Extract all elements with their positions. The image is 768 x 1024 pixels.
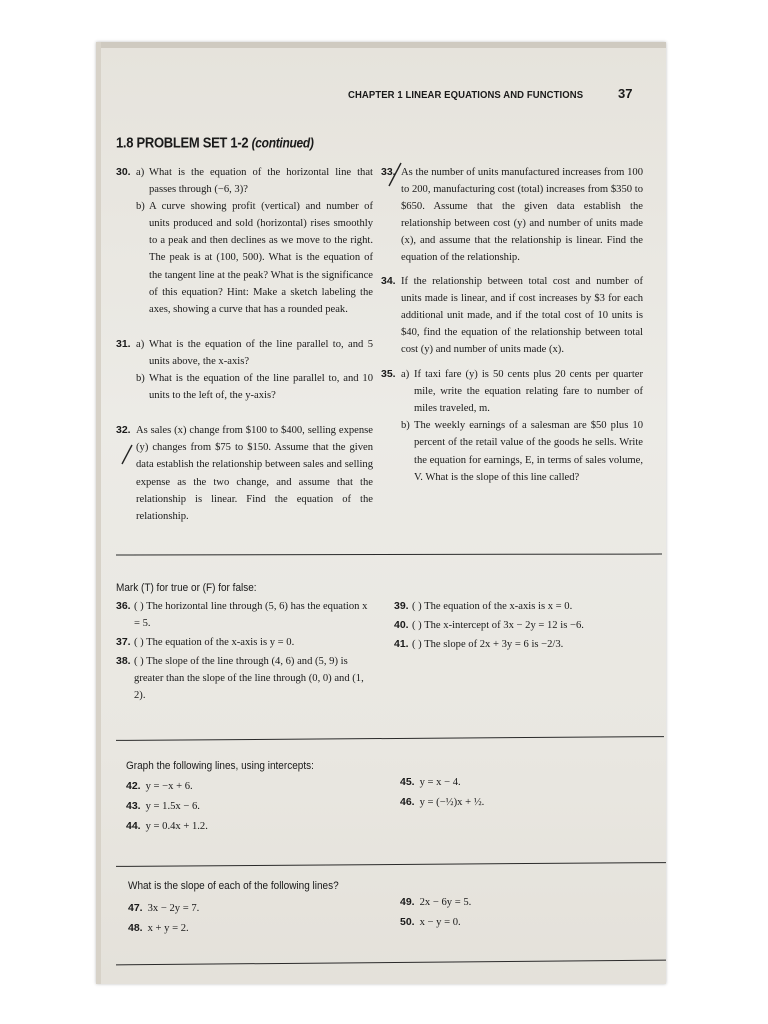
true-false-title: Mark (T) for true or (F) for false:	[116, 582, 257, 595]
problem-part	[136, 370, 373, 404]
tf-item-37	[116, 634, 372, 651]
section-divider	[116, 736, 664, 741]
graph-item-44	[126, 818, 376, 835]
part-text: If taxi fare (y) is 50 cents plus 20 cents per quarter mile, write the equation relating fare to number of miles traveled, m.	[414, 369, 643, 415]
item-text: y = x − 4.	[419, 777, 461, 788]
slope-item-49	[400, 894, 640, 911]
slope-item-48	[128, 920, 378, 937]
graph-item-43	[126, 798, 376, 815]
tf-item-38	[116, 653, 372, 704]
graph-item-42	[126, 778, 376, 795]
section-continued: (continued)	[251, 135, 314, 151]
item-number: 48.	[128, 922, 143, 934]
item-text: y = 0.4x + 1.2.	[145, 821, 208, 832]
slope-right	[400, 894, 640, 931]
page-number: 37	[618, 86, 633, 101]
problem-part	[136, 198, 373, 318]
item-number: 43.	[126, 800, 141, 812]
tf-item-36	[116, 598, 372, 632]
left-column	[116, 164, 373, 537]
slope-item-47	[128, 900, 378, 917]
right-column	[381, 164, 643, 498]
item-number: 47.	[128, 902, 143, 914]
graph-left	[126, 778, 376, 835]
problem-part	[401, 366, 643, 417]
item-number: 50.	[400, 916, 415, 928]
tf-item-41	[394, 636, 644, 653]
item-text: ( ) The horizontal line through (5, 6) has the equation x = 5.	[134, 601, 368, 629]
item-text: ( ) The equation of the x-axis is y = 0.	[134, 637, 295, 648]
item-number: 39.	[394, 600, 409, 612]
problem-34	[381, 273, 643, 358]
graph-item-46	[400, 794, 640, 811]
item-number: 44.	[126, 820, 141, 832]
true-false-left	[116, 598, 372, 706]
textbook-page	[96, 42, 666, 984]
tf-item-40	[394, 617, 644, 634]
item-text: ( ) The x-intercept of 3x − 2y = 12 is −6.	[412, 620, 584, 631]
problem-text: As the number of units manufactured increases from 100 to 200, manufacturing cost (total) increases from $350 to $650. Assume that the given data establish the relationship between cost (y) and number of units made (x), and assume that the relationship is linear. Find the equation of the relationship.	[401, 167, 643, 264]
problem-number: 32.	[116, 424, 131, 437]
problem-part	[136, 164, 373, 198]
problem-32	[116, 422, 373, 525]
item-number: 37.	[116, 636, 131, 648]
section-divider	[116, 554, 662, 556]
problem-number: 35.	[381, 368, 396, 381]
problem-30	[116, 164, 373, 318]
tf-item-39	[394, 598, 644, 615]
item-number: 45.	[400, 776, 415, 788]
item-number: 36.	[116, 600, 131, 612]
section-divider	[116, 862, 666, 867]
running-head: CHAPTER 1 LINEAR EQUATIONS AND FUNCTIONS	[348, 89, 584, 102]
problem-number: 33.	[381, 166, 396, 178]
page-left-edge	[96, 42, 101, 984]
item-text: ( ) The slope of the line through (4, 6) and (5, 9) is greater than the slope of the line through (0, 0) and (1, 2).	[134, 656, 364, 701]
part-text: The weekly earnings of a salesman are $50 plus 10 percent of the retail value of the goods he sells. Write the equation for earnings, E, in terms of sales volume, V. What is the slope of this line called?	[414, 420, 643, 483]
item-text: x + y = 2.	[147, 923, 189, 934]
problem-part	[136, 336, 373, 370]
section-title-text: 1.8 PROBLEM SET 1-2	[116, 134, 252, 151]
true-false-right	[394, 598, 644, 655]
graph-item-45	[400, 774, 640, 791]
problem-number: 30.	[116, 166, 131, 178]
part-text: What is the equation of the horizontal line that passes through (−6, 3)?	[149, 167, 373, 196]
page-top-edge	[96, 42, 666, 48]
item-text: ( ) The slope of 2x + 3y = 6 is −2/3.	[412, 639, 564, 650]
item-number: 38.	[116, 655, 131, 667]
problem-part	[401, 417, 643, 485]
part-text: What is the equation of the line parallel to, and 10 units to the left of, the y-axis?	[149, 373, 373, 402]
slope-item-50	[400, 914, 640, 931]
pen-mark-icon	[118, 444, 136, 466]
item-number: 41.	[394, 638, 409, 650]
item-text: 3x − 2y = 7.	[147, 903, 200, 914]
problem-35	[381, 366, 643, 486]
item-text: x − y = 0.	[419, 917, 461, 928]
item-text: ( ) The equation of the x-axis is x = 0.	[412, 601, 573, 612]
item-number: 49.	[400, 896, 415, 908]
item-text: y = (−½)x + ½.	[419, 797, 485, 808]
item-text: y = −x + 6.	[145, 781, 193, 792]
part-label: a)	[401, 369, 410, 381]
problem-text: If the relationship between total cost and number of units made is linear, and if cost increases by $3 for each additional unit made, and if the total cost of 10 units is $40, find the equation of the relationship between total cost (y) and number of units made (x).	[401, 275, 643, 355]
item-text: 2x − 6y = 5.	[419, 897, 472, 908]
graph-title: Graph the following lines, using intercepts:	[126, 760, 314, 773]
graph-right	[400, 774, 640, 811]
item-number: 46.	[400, 796, 415, 808]
section-divider	[116, 960, 666, 966]
item-number: 42.	[126, 780, 141, 792]
item-number: 40.	[394, 619, 409, 631]
part-label: b)	[401, 420, 410, 432]
problem-number: 31.	[116, 337, 131, 350]
part-label: b)	[136, 201, 145, 213]
part-label: b)	[136, 373, 145, 385]
part-text: A curve showing profit (vertical) and number of units produced and sold (horizontal) rises smoothly to a peak and then declines as we move to the right. The peak is at (100, 500). What is the equation of the tangent line at the peak? What is the significance of this equation? Hint: Make a sketch labeling the axes, showing a curve that has a rounded peak.	[149, 201, 373, 315]
problem-33	[381, 164, 643, 267]
slope-left	[128, 900, 378, 937]
problem-number: 34.	[381, 274, 396, 287]
section-title	[116, 134, 314, 151]
part-text: What is the equation of the line parallel to, and 5 units above, the x-axis?	[149, 338, 373, 367]
item-text: y = 1.5x − 6.	[145, 801, 200, 812]
part-label: a)	[136, 167, 145, 178]
slope-title: What is the slope of each of the following lines?	[128, 880, 339, 893]
problem-text: As sales (x) change from $100 to $400, selling expense (y) changes from $75 to $150. Assume that the given data establish the relationship between sales and selling expense as the two change, and assume that the relationship is linear. Find the equation of the relationship.	[136, 425, 373, 522]
part-label: a)	[136, 338, 145, 350]
problem-31	[116, 336, 373, 404]
pen-mark-icon	[386, 162, 404, 188]
